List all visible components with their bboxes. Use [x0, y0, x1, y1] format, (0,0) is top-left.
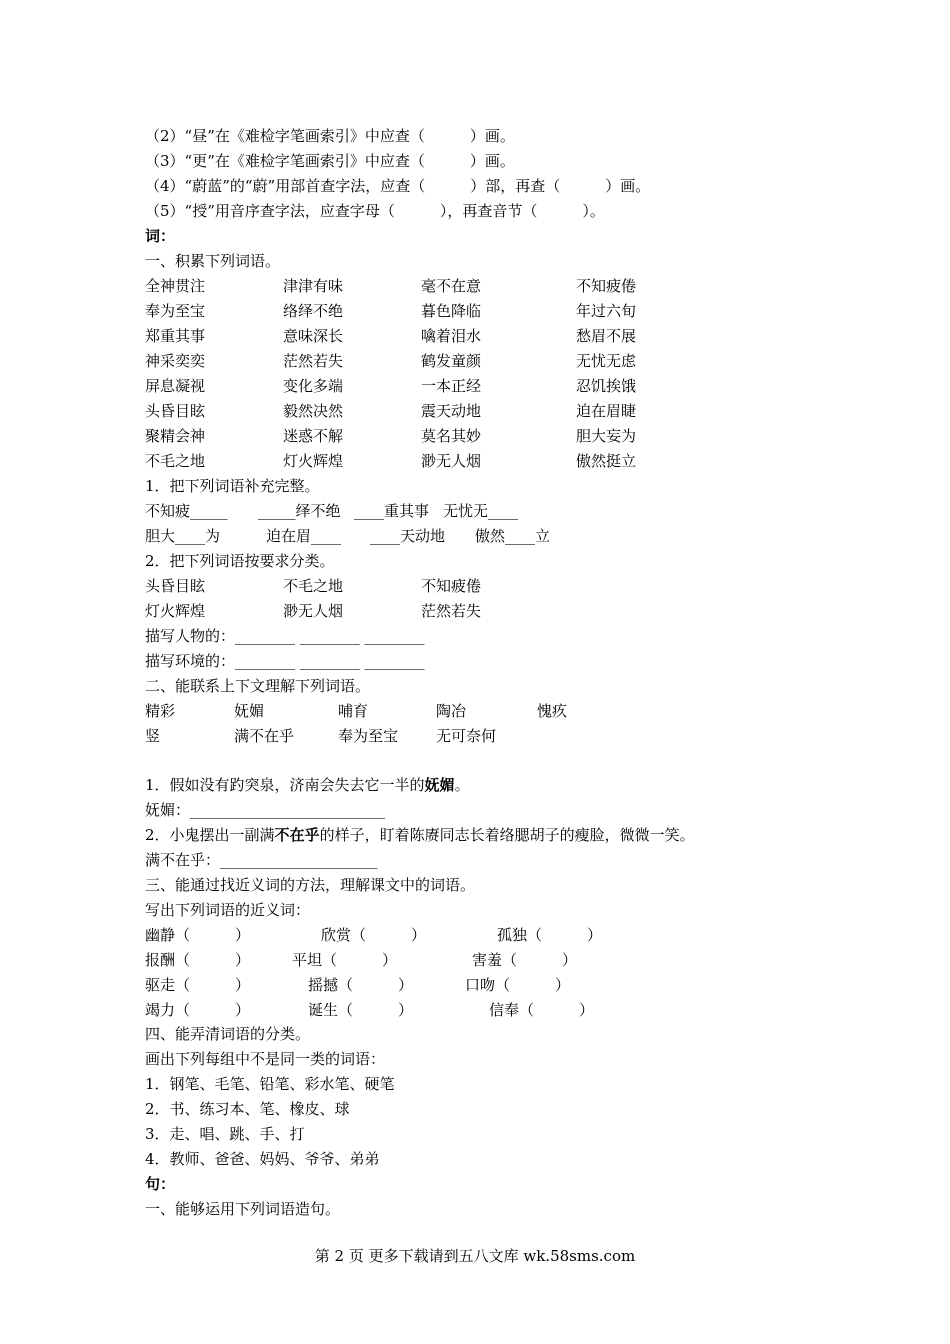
grid-word: 毫不在意: [421, 277, 482, 295]
synonym-item: 害羞（ ）: [472, 951, 578, 969]
sentence-1: [145, 775, 470, 795]
synonym-item: 驱走（ ）: [145, 976, 251, 994]
sentence-2: [145, 825, 695, 845]
part3-title: 三、能通过找近义词的方法，理解课文中的词语。: [145, 876, 476, 894]
classify-environment: 描写环境的：________ ________ ________: [145, 652, 425, 670]
grid-word: 不知疲倦: [576, 277, 637, 295]
classify-word: 不知疲倦: [421, 577, 482, 595]
grid-word: 鹤发童颜: [421, 352, 482, 370]
grid-word: 傲然挺立: [576, 452, 637, 470]
grid-word: 震天动地: [421, 402, 482, 420]
part4-subtitle: 画出下列每组中不是同一类的词语：: [145, 1050, 386, 1068]
fill-blank-item: ____天动地: [370, 527, 446, 545]
grid-word: 津津有味: [283, 277, 344, 295]
grid-word: 灯火辉煌: [283, 452, 344, 470]
sentence-1-suffix: 。: [454, 776, 470, 794]
category-item: 1．钢笔、毛笔、铅笔、彩水笔、硬笔: [145, 1075, 395, 1093]
char-lookup-2: （2）“昼”在《难检字笔画索引》中应查（ ）画。: [145, 127, 515, 145]
grid-word: 奉为至宝: [145, 302, 206, 320]
synonym-item: 口吻（ ）: [465, 976, 571, 994]
context-word: 妩媚: [234, 702, 265, 720]
grid-word: 一本正经: [421, 377, 482, 395]
q2-title: 2．把下列词语按要求分类。: [145, 552, 335, 570]
sentence-1-answer: 妩媚：__________________________: [145, 801, 386, 819]
grid-word: 神采奕奕: [145, 352, 206, 370]
ju-title: 一、能够运用下列词语造句。: [145, 1200, 341, 1218]
synonym-item: 摇撼（ ）: [308, 976, 414, 994]
grid-word: 渺无人烟: [421, 452, 482, 470]
sentence-2-prefix: 2．小鬼摆出一副满: [145, 826, 275, 844]
synonym-item: 信奉（ ）: [489, 1001, 595, 1019]
synonym-item: 诞生（ ）: [308, 1001, 414, 1019]
synonym-item: 竭力（ ）: [145, 1001, 251, 1019]
grid-word: 迫在眉睫: [576, 402, 637, 420]
classify-word: 不毛之地: [283, 577, 344, 595]
grid-word: 聚精会神: [145, 427, 206, 445]
grid-word: 愁眉不展: [576, 327, 637, 345]
fill-blank-item: 傲然____立: [475, 527, 551, 545]
part4-title: 四、能弄清词语的分类。: [145, 1025, 311, 1043]
context-word: 满不在乎: [234, 727, 295, 745]
grid-word: 胆大妄为: [576, 427, 637, 445]
context-word: 无可奈何: [436, 727, 497, 745]
fill-blank-item: ____重其事: [354, 502, 430, 520]
context-word: 竖: [145, 727, 161, 745]
context-word: 精彩: [145, 702, 176, 720]
classify-word: 茫然若失: [421, 602, 482, 620]
fill-blank-item: 不知疲_____: [145, 502, 228, 520]
fill-blank-item: 胆大____为: [145, 527, 221, 545]
sentence-1-prefix: 1．假如没有趵突泉，济南会失去它一半的: [145, 776, 425, 794]
category-item: 4．教师、爸爸、妈妈、爷爷、弟弟: [145, 1150, 380, 1168]
grid-word: 迷惑不解: [283, 427, 344, 445]
context-word: 奉为至宝: [338, 727, 399, 745]
grid-word: 不毛之地: [145, 452, 206, 470]
category-item: 2．书、练习本、笔、橡皮、球: [145, 1100, 350, 1118]
section-heading-ju: 句：: [145, 1175, 176, 1193]
grid-word: 屏息凝视: [145, 377, 206, 395]
fill-blank-item: _____绎不绝: [258, 502, 341, 520]
char-lookup-5: （5）“授”用音序查字法，应查字母（ ），再查音节（ ）。: [145, 202, 605, 220]
q1-title: 1．把下列词语补充完整。: [145, 477, 320, 495]
grid-word: 意味深长: [283, 327, 344, 345]
grid-word: 暮色降临: [421, 302, 482, 320]
context-word: 陶冶: [436, 702, 467, 720]
classify-word: 灯火辉煌: [145, 602, 206, 620]
char-lookup-3: （3）“更”在《难检字笔画索引》中应查（ ）画。: [145, 152, 515, 170]
grid-word: 莫名其妙: [421, 427, 482, 445]
grid-word: 无忧无虑: [576, 352, 637, 370]
synonym-item: 报酬（ ）: [145, 951, 251, 969]
classify-word: 渺无人烟: [283, 602, 344, 620]
context-word: 愧疚: [537, 702, 568, 720]
sentence-2-keyword: 不在乎: [274, 826, 320, 844]
fill-blank-item: 无忧无____: [443, 502, 519, 520]
sentence-2-suffix: 的样子，盯着陈赓同志长着络腮胡子的瘦脸，微微一笑。: [319, 826, 695, 844]
part3-subtitle: 写出下列词语的近义词：: [145, 901, 311, 919]
grid-word: 忍饥挨饿: [576, 377, 637, 395]
grid-word: 噙着泪水: [421, 327, 482, 345]
grid-word: 年过六旬: [576, 302, 637, 320]
grid-word: 变化多端: [283, 377, 344, 395]
sentence-2-answer: 满不在乎：_____________________: [145, 851, 378, 869]
grid-word: 茫然若失: [283, 352, 344, 370]
grid-word: 郑重其事: [145, 327, 206, 345]
classify-word: 头昏目眩: [145, 577, 206, 595]
part1-title: 一、积累下列词语。: [145, 252, 281, 270]
synonym-item: 平坦（ ）: [292, 951, 398, 969]
char-lookup-4: （4）“蔚蓝”的“蔚”用部首查字法，应查（ ）部，再查（ ）画。: [145, 177, 651, 195]
section-heading-ci: 词：: [145, 227, 176, 245]
grid-word: 毅然决然: [283, 402, 344, 420]
sentence-1-keyword: 妩媚: [424, 776, 455, 794]
grid-word: 头昏目眩: [145, 402, 206, 420]
synonym-item: 欣赏（ ）: [321, 926, 427, 944]
synonym-item: 孤独（ ）: [497, 926, 603, 944]
classify-people: 描写人物的：________ ________ ________: [145, 627, 425, 645]
part2-title: 二、能联系上下文理解下列词语。: [145, 677, 371, 695]
grid-word: 络绎不绝: [283, 302, 344, 320]
category-item: 3．走、唱、跳、手、打: [145, 1125, 305, 1143]
page-footer: 第 2 页 更多下载请到五八文库 wk.58sms.com: [314, 1247, 636, 1265]
grid-word: 全神贯注: [145, 277, 206, 295]
fill-blank-item: 迫在眉____: [266, 527, 342, 545]
synonym-item: 幽静（ ）: [145, 926, 251, 944]
context-word: 哺育: [338, 702, 369, 720]
